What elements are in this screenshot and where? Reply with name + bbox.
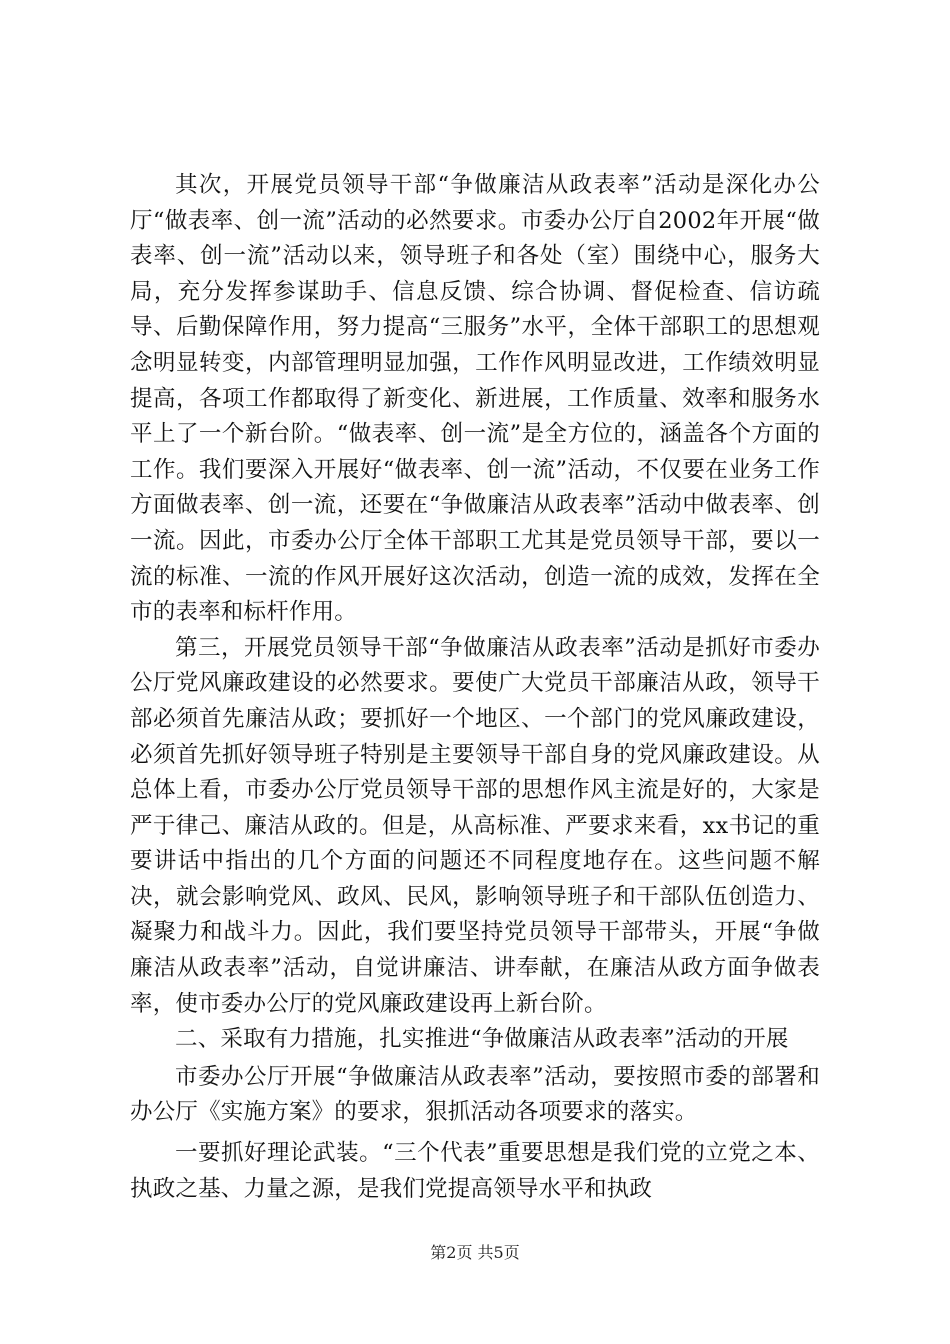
page-number-footer: 第2页 共5页 (430, 1243, 520, 1262)
paragraph-theory-armament: 一要抓好理论武装。“三个代表”重要思想是我们党的立党之本、执政之基、力量之源，是我们党提高领导水平和执政 (130, 1140, 820, 1202)
paragraph-implementation: 市委办公厅开展“争做廉洁从政表率”活动，要按照市委的部署和办公厅《实施方案》的要求，狠抓活动各项要求的落实。 (130, 1063, 820, 1126)
section-heading-two: 二、采取有力措施，扎实推进“争做廉洁从政表率”活动的开展 (175, 1026, 789, 1053)
document-body (130, 168, 820, 1207)
paragraph-secondly: 其次，开展党员领导干部“争做廉洁从政表率”活动是深化办公厅“做表率、创一流”活动的必然要求。市委办公厅自2002年开展“做表率、创一流”活动以来，领导班子和各处（室）围绕中心，服务大局，充分发挥参谋助手、信息反馈、综合协调、督促检查、信访疏导、后勤保障作用，努力提高“三服务”水平，全体干部职工的思想观念明显转变，内部管理明显加强，工作作风明显改进，工作绩效明显提高，各项工作都取得了新变化、新进展，工作质量、效率和服务水平上了一个新台阶。“做表率、创一流”是全方位的，涵盖各个方面的工作。我们要深入开展好“做表率、创一流”活动，不仅要在业务工作方面做表率、创一流，还要在“争做廉洁从政表率”活动中做表率、创一流。因此，市委办公厅全体干部职工尤其是党员领导干部，要以一流的标准、一流的作风开展好这次活动，创造一流的成效，发挥在全市的表率和标杆作用。 (130, 172, 820, 626)
paragraph-thirdly: 第三，开展党员领导干部“争做廉洁从政表率”活动是抓好市委办公厅党风廉政建设的必然要求。要使广大党员干部廉洁从政，领导干部必须首先廉洁从政；要抓好一个地区、一个部门的党风廉政建设，必须首先抓好领导班子特别是主要领导干部自身的党风廉政建设。从总体上看，市委办公厅党员领导干部的思想作风主流是好的，大家是严于律己、廉洁从政的。但是，从高标准、严要求来看，xx书记的重要讲话中指出的几个方面的问题还不同程度地存在。这些问题不解决，就会影响党风、政风、民风，影响领导班子和干部队伍创造力、凝聚力和战斗力。因此，我们要坚持党员领导干部带头，开展“争做廉洁从政表率”活动，自觉讲廉洁、讲奉献，在廉洁从政方面争做表率，使市委办公厅的党风廉政建设再上新台阶。 (130, 634, 820, 1017)
